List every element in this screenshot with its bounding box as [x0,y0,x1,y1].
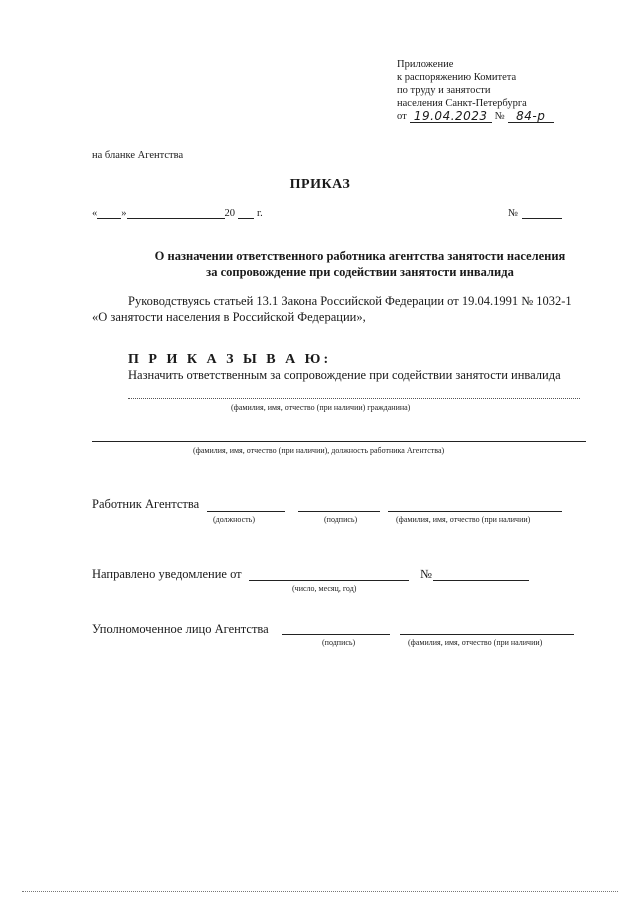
citizen-fio-line [128,398,580,399]
order-word: П Р И К А З Ы В А Ю: [128,352,332,367]
signature-line [298,511,380,512]
day-blank [97,207,121,219]
authorized-person-label: Уполномоченное лицо Агентства [92,622,269,636]
page-bottom-divider [22,891,618,892]
order-subject [0,248,640,280]
appendix-date-prefix: от [397,111,407,122]
worker-fio-caption: (фамилия, имя, отчество (при наличии), должность работника Агентства) [193,446,445,455]
signature-caption: (подпись) [324,515,358,524]
appendix-date-line [397,110,554,123]
worker-fio-line [92,441,586,442]
year-suffix: г. [257,208,263,219]
fio-caption: (фамилия, имя, отчество (при наличии) [396,515,531,524]
position-caption: (должность) [213,515,255,524]
preamble-line-2: «О занятости населения в Российской Федерации», [92,310,366,324]
appendix-line-4: населения Санкт-Петербурга [397,98,527,109]
order-number-blank [522,207,562,219]
notice-date-line [249,580,409,581]
fio-line [388,511,562,512]
order-preamble [92,293,572,325]
agency-worker-label: Работник Агентства [92,497,200,511]
notice-number-prefix: № [420,567,432,581]
appendix-number-prefix: № [494,111,505,122]
citizen-fio-caption: (фамилия, имя, отчество (при наличии) гражданина) [231,403,411,412]
authorized-signature-caption: (подпись) [322,638,356,647]
order-date-row [92,207,263,219]
year-blank [238,207,254,219]
appendix-date-handwritten: 19.04.2023 [410,110,492,123]
letterhead-note: на бланке Агентства [92,150,184,161]
month-blank [127,207,225,219]
order-number-prefix: № [508,208,519,219]
preamble-line-1: Руководствуясь статьей 13.1 Закона Российской Федерации от 19.04.1991 № 1032-1 [128,294,572,308]
open-quote: « [92,208,98,219]
authorized-fio-caption: (фамилия, имя, отчество (при наличии) [408,638,543,647]
assign-text: Назначить ответственным за сопровождение при содействии занятости инвалида [128,368,561,382]
authorized-fio-line [400,634,574,635]
subject-line-2: за сопровождение при содействии занятости инвалида [206,265,514,279]
close-quote: » [121,208,127,219]
year-prefix: 20 [224,208,235,219]
notice-sent-label: Направлено уведомление от [92,567,242,581]
appendix-line-3: по труду и занятости [397,85,491,96]
document-title: ПРИКАЗ [289,177,351,192]
order-number-row [508,207,562,219]
position-line [207,511,285,512]
appendix-line-1: Приложение [397,59,454,70]
appendix-number-handwritten: 84-р [508,110,554,123]
appendix-line-2: к распоряжению Комитета [397,72,517,83]
notice-date-caption: (число, месяц, год) [292,584,357,593]
subject-line-1: О назначении ответственного работника агентства занятости населения [154,249,566,263]
notice-number-line [433,580,529,581]
authorized-signature-line [282,634,390,635]
appendix-block [397,58,554,123]
